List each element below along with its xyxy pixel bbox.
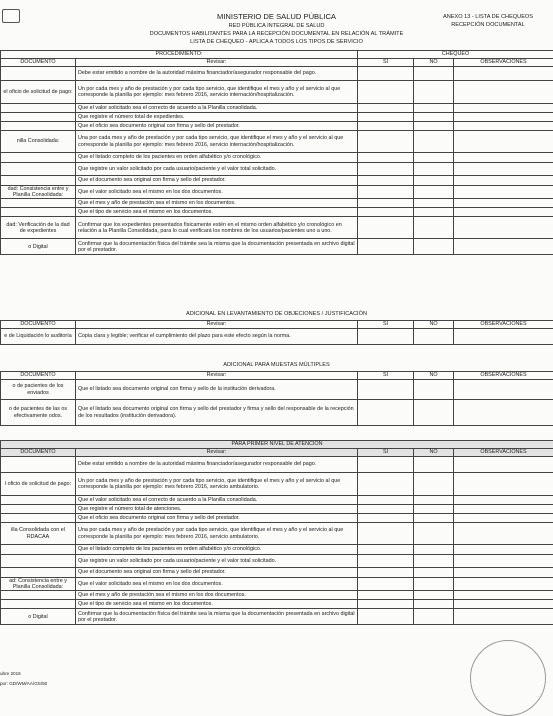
no-cell[interactable] xyxy=(414,131,454,153)
row-document xyxy=(1,122,76,131)
row-check-text: Que el oficio sea documento original con firma y sello del prestador. xyxy=(76,122,358,131)
row-document xyxy=(1,545,76,555)
table-row xyxy=(1,380,553,400)
table-row xyxy=(1,163,553,176)
checklist-body-first-level xyxy=(1,457,553,625)
row-document xyxy=(1,505,76,514)
no-cell[interactable] xyxy=(414,473,454,496)
row-check-text: Un por cada mes y año de prestación y por cada tipo servicio, que identifique el mes y año y el servicio al que corresponde la planilla por ejemplo: mes febrero 2016, servicio ambulatorio. xyxy=(76,473,358,496)
si-cell[interactable] xyxy=(358,555,414,568)
row-document xyxy=(1,113,76,122)
observaciones-cell[interactable] xyxy=(454,113,553,122)
si-cell[interactable] xyxy=(358,329,414,345)
documento-header: DOCUMENTO xyxy=(1,372,76,380)
si-header: SI xyxy=(358,372,414,380)
row-check-text: Que registre un valor solicitado por cada usuario/paciente y el valor total solicitado. xyxy=(76,163,358,176)
row-document xyxy=(1,496,76,505)
table-row xyxy=(1,208,553,217)
si-cell[interactable] xyxy=(358,81,414,104)
table-row xyxy=(1,473,553,496)
table-row xyxy=(1,609,553,625)
row-document: el oficio de solicitud de pago: xyxy=(1,81,76,104)
row-document xyxy=(1,208,76,217)
row-check-text: Una por cada mes y año de prestación y por cada tipo servicio, que identifique el mes y año y el servicio al que corresponde la planilla por ejemplo: mes febrero 2016, servicio internación/hospitalización. xyxy=(76,131,358,153)
observaciones-cell[interactable] xyxy=(454,239,553,255)
observaciones-cell[interactable] xyxy=(454,163,553,176)
revisar-header: Revisar: xyxy=(76,372,358,380)
observaciones-cell[interactable] xyxy=(454,208,553,217)
observaciones-header: OBSERVACIONES xyxy=(454,59,553,67)
row-check-text: Que registre un valor solicitado por cada usuario/paciente y el valor total solicitado. xyxy=(76,555,358,568)
no-cell[interactable] xyxy=(414,545,454,555)
no-cell[interactable] xyxy=(414,505,454,514)
revisar-header: Revisar: xyxy=(76,59,358,67)
row-check-text: Que registre el número total de expedientes. xyxy=(76,113,358,122)
observaciones-cell[interactable] xyxy=(454,555,553,568)
si-cell[interactable] xyxy=(358,104,414,113)
no-cell[interactable] xyxy=(414,523,454,545)
no-cell[interactable] xyxy=(414,600,454,609)
row-document xyxy=(1,457,76,473)
table-row xyxy=(1,555,553,568)
no-header: NO xyxy=(414,449,454,457)
row-document: ad: Consistencia entre y Planilla Consolidada: xyxy=(1,578,76,591)
si-cell[interactable] xyxy=(358,153,414,163)
row-check-text: Que el listado sea documento original con firma y sello de la institución derivadora. xyxy=(76,380,358,400)
row-document xyxy=(1,591,76,600)
row-check-text: Un por cada mes y año de prestación y por cada tipo servicio, que identifique el mes y año y el servicio al que corresponde la planilla por ejemplo: mes febrero 2016, servicio internación/hospitalización. xyxy=(76,81,358,104)
no-header: NO xyxy=(414,321,454,329)
table-row xyxy=(1,568,553,578)
row-check-text: Confirmar que los expedientes presentados físicamente estén en el mismo orden alfabético y/o cronológico en relación a la Planilla Consolidada, para lo cual verificará los nombres de los usuarios/pacientes uno a uno. xyxy=(76,217,358,239)
no-cell[interactable] xyxy=(414,591,454,600)
row-document: o Digital xyxy=(1,609,76,625)
no-cell[interactable] xyxy=(414,122,454,131)
observaciones-cell[interactable] xyxy=(454,473,553,496)
observaciones-cell[interactable] xyxy=(454,176,553,186)
official-stamp-icon xyxy=(470,640,546,716)
subtitle-network: RED PÚBLICA INTEGRAL DE SALUD xyxy=(0,24,553,30)
section-title-first-level: PARA PRIMER NIVEL DE ATENCIÓN xyxy=(1,441,553,449)
observaciones-cell[interactable] xyxy=(454,122,553,131)
si-cell[interactable] xyxy=(358,217,414,239)
row-document: nilla Consolidada: xyxy=(1,131,76,153)
table-row xyxy=(1,199,553,208)
no-cell[interactable] xyxy=(414,609,454,625)
row-check-text: Debe estar emitido a nombre de la autoridad máxima financiador/asegurador responsable del pago. xyxy=(76,457,358,473)
row-check-text: Una por cada mes y año de prestación y por cada tipo servicio, que identifique el mes y año y el servicio al que corresponde la planilla por ejemplo: mes febrero 2016, servicio ambulatorio. xyxy=(76,523,358,545)
section-title-multiple-samples: ADICIONAL PARA MUESTAS MÚLTIPLES xyxy=(0,362,553,368)
si-cell[interactable] xyxy=(358,199,414,208)
table-row xyxy=(1,217,553,239)
table-row xyxy=(1,239,553,255)
table-row xyxy=(1,186,553,199)
observaciones-cell[interactable] xyxy=(454,329,553,345)
table-row xyxy=(1,523,553,545)
row-check-text: Que el valor solicitado sea el mismo en los dos documentos. xyxy=(76,186,358,199)
si-cell[interactable] xyxy=(358,600,414,609)
table-row xyxy=(1,457,553,473)
table-row xyxy=(1,104,553,113)
row-document: e de Liquidación lo auditoría xyxy=(1,329,76,345)
no-cell[interactable] xyxy=(414,163,454,176)
observaciones-cell[interactable] xyxy=(454,67,553,81)
row-document: illa Consolidada con el RDACAA xyxy=(1,523,76,545)
row-check-text: Que el valor solicitado sea el mismo en los dos documentos. xyxy=(76,578,358,591)
no-cell[interactable] xyxy=(414,153,454,163)
si-cell[interactable] xyxy=(358,176,414,186)
table-row xyxy=(1,329,553,345)
no-cell[interactable] xyxy=(414,568,454,578)
row-document: l oficio de solicitud de pago: xyxy=(1,473,76,496)
row-document: dad: Consistencia entre y Planilla Consolidada: xyxy=(1,186,76,199)
row-document xyxy=(1,555,76,568)
no-cell[interactable] xyxy=(414,217,454,239)
observaciones-cell[interactable] xyxy=(454,199,553,208)
observaciones-cell[interactable] xyxy=(454,131,553,153)
no-cell[interactable] xyxy=(414,67,454,81)
no-header: NO xyxy=(414,59,454,67)
si-cell[interactable] xyxy=(358,113,414,122)
annex-subject: RECEPCIÓN DOCUMENTAL xyxy=(424,21,552,29)
observaciones-cell[interactable] xyxy=(454,217,553,239)
si-cell[interactable] xyxy=(358,578,414,591)
row-check-text: Que registre el número total de atenciones. xyxy=(76,505,358,514)
row-check-text: Que el tipo de servicio sea el mismo en los documentos. xyxy=(76,600,358,609)
table-row xyxy=(1,67,553,81)
annex-label xyxy=(424,13,552,29)
observaciones-cell[interactable] xyxy=(454,545,553,555)
documento-header: DOCUMENTO xyxy=(1,59,76,67)
no-cell[interactable] xyxy=(414,329,454,345)
row-document xyxy=(1,163,76,176)
documento-header: DOCUMENTO xyxy=(1,321,76,329)
footer-code: por: GD/WM/AA/GS/50 xyxy=(0,681,47,686)
table-row xyxy=(1,545,553,555)
row-check-text: Que el mes y año de prestación sea el mismo en los dos documentos. xyxy=(76,591,358,600)
checklist-table-first-level xyxy=(0,440,553,625)
procedimiento-header: PROCEDIMIENTO: xyxy=(1,51,358,59)
row-check-text: Confirmar que la documentación física del trámite sea la misma que la documentación presentada en archivo digital por el prestador. xyxy=(76,239,358,255)
no-cell[interactable] xyxy=(414,176,454,186)
si-cell[interactable] xyxy=(358,380,414,400)
row-document xyxy=(1,600,76,609)
no-cell[interactable] xyxy=(414,113,454,122)
no-cell[interactable] xyxy=(414,81,454,104)
documento-header: DOCUMENTO xyxy=(1,449,76,457)
si-cell[interactable] xyxy=(358,609,414,625)
row-check-text: Que el listado sea documento original con firma y sello del prestador y firma y sello del responsable de la recepción de los resultados (institución derivadora). xyxy=(76,400,358,426)
si-cell[interactable] xyxy=(358,568,414,578)
observaciones-cell[interactable] xyxy=(454,600,553,609)
observaciones-cell[interactable] xyxy=(454,400,553,426)
si-cell[interactable] xyxy=(358,523,414,545)
no-cell[interactable] xyxy=(414,496,454,505)
no-cell[interactable] xyxy=(414,400,454,426)
table-row xyxy=(1,600,553,609)
row-document: dad: Verificación de la dad de expedientes xyxy=(1,217,76,239)
no-cell[interactable] xyxy=(414,199,454,208)
row-document xyxy=(1,67,76,81)
table-row xyxy=(1,131,553,153)
row-check-text: Que el mes y año de prestación sea el mismo en los documentos. xyxy=(76,199,358,208)
table-row xyxy=(1,496,553,505)
row-check-text: Que el valor solicitado sea el correcto de acuerdo a la Planilla consolidada. xyxy=(76,104,358,113)
chequeo-header: CHEQUEO xyxy=(358,51,553,59)
table-row xyxy=(1,122,553,131)
row-document xyxy=(1,104,76,113)
checklist-table-main xyxy=(0,50,553,255)
observaciones-cell[interactable] xyxy=(454,380,553,400)
revisar-header: Revisar: xyxy=(76,449,358,457)
observaciones-cell[interactable] xyxy=(454,186,553,199)
no-cell[interactable] xyxy=(414,380,454,400)
row-check-text: Que el oficio sea documento original con firma y sello del prestador. xyxy=(76,514,358,523)
observaciones-cell[interactable] xyxy=(454,153,553,163)
no-cell[interactable] xyxy=(414,578,454,591)
table-row xyxy=(1,113,553,122)
si-header: SI xyxy=(358,321,414,329)
si-header: SI xyxy=(358,59,414,67)
si-cell[interactable] xyxy=(358,131,414,153)
table-row xyxy=(1,591,553,600)
no-cell[interactable] xyxy=(414,555,454,568)
si-cell[interactable] xyxy=(358,186,414,199)
observaciones-cell[interactable] xyxy=(454,609,553,625)
row-document xyxy=(1,199,76,208)
no-cell[interactable] xyxy=(414,239,454,255)
annex-number: ANEXO 13 - LISTA DE CHEQUEOS xyxy=(424,13,552,21)
no-cell[interactable] xyxy=(414,104,454,113)
observaciones-cell[interactable] xyxy=(454,505,553,514)
observaciones-cell[interactable] xyxy=(454,578,553,591)
row-document xyxy=(1,153,76,163)
row-document: o de pacientes de los enviados xyxy=(1,380,76,400)
si-cell[interactable] xyxy=(358,591,414,600)
subtitle-checklist: LISTA DE CHEQUEO - APLICA A TODOS LOS TIPOS DE SERVICIO xyxy=(0,40,553,46)
no-header: NO xyxy=(414,372,454,380)
observaciones-cell[interactable] xyxy=(454,496,553,505)
row-check-text: Que el tipo de servicio sea el mismo en los documentos. xyxy=(76,208,358,217)
si-cell[interactable] xyxy=(358,122,414,131)
no-cell[interactable] xyxy=(414,457,454,473)
no-cell[interactable] xyxy=(414,514,454,523)
si-cell[interactable] xyxy=(358,163,414,176)
table-row xyxy=(1,176,553,186)
si-cell[interactable] xyxy=(358,457,414,473)
row-document xyxy=(1,568,76,578)
table-row xyxy=(1,400,553,426)
row-check-text: Que el documento sea original con firma y sello del prestador. xyxy=(76,568,358,578)
observaciones-cell[interactable] xyxy=(454,568,553,578)
observaciones-cell[interactable] xyxy=(454,591,553,600)
checklist-body-multiple-samples xyxy=(1,380,553,426)
row-check-text: Que el documento sea original con firma y sello del prestador. xyxy=(76,176,358,186)
row-check-text: Copia clara y legible; verificar el cumplimiento del plazo para este efecto según la norma. xyxy=(76,329,358,345)
no-cell[interactable] xyxy=(414,186,454,199)
row-document xyxy=(1,176,76,186)
si-cell[interactable] xyxy=(358,400,414,426)
si-cell[interactable] xyxy=(358,208,414,217)
no-cell[interactable] xyxy=(414,208,454,217)
subtitle-documents: DOCUMENTOS HABILITANTES PARA LA RECEPCIÓN DOCUMENTAL EN RELACIÓN AL TRÁMITE xyxy=(0,32,553,38)
table-row xyxy=(1,153,553,163)
row-document xyxy=(1,514,76,523)
observaciones-cell[interactable] xyxy=(454,104,553,113)
si-cell[interactable] xyxy=(358,545,414,555)
row-check-text: Que el listado completo de los pacientes en orden alfabético y/o cronológico. xyxy=(76,545,358,555)
observaciones-cell[interactable] xyxy=(454,514,553,523)
checklist-table-objections xyxy=(0,320,553,345)
page-title: MINISTERIO DE SALUD PÚBLICA xyxy=(0,13,553,21)
observaciones-cell[interactable] xyxy=(454,523,553,545)
revisar-header: Revisar: xyxy=(76,321,358,329)
row-document: o de pacientes de las os efectivamente odos. xyxy=(1,400,76,426)
checklist-body-main xyxy=(1,67,553,255)
row-check-text: Que el listado completo de los pacientes en orden alfabético y/o cronológico. xyxy=(76,153,358,163)
table-row xyxy=(1,514,553,523)
si-cell[interactable] xyxy=(358,505,414,514)
observaciones-cell[interactable] xyxy=(454,81,553,104)
si-cell[interactable] xyxy=(358,514,414,523)
si-header: SI xyxy=(358,449,414,457)
observaciones-header: OBSERVACIONES xyxy=(454,372,553,380)
footer-date: ubre 2016 xyxy=(0,671,21,676)
table-row xyxy=(1,505,553,514)
row-check-text: Debe estar emitido a nombre de la autoridad máxima financiador/asegurador responsable del pago. xyxy=(76,67,358,81)
section-title-objections: ADICIONAL EN LEVANTAMIENTO DE OBJECIONES / JUSTIFICACIÓN xyxy=(0,311,553,317)
observaciones-cell[interactable] xyxy=(454,457,553,473)
table-row xyxy=(1,578,553,591)
observaciones-header: OBSERVACIONES xyxy=(454,321,553,329)
row-document: o Digital xyxy=(1,239,76,255)
checklist-table-multiple-samples xyxy=(0,371,553,426)
si-cell[interactable] xyxy=(358,67,414,81)
observaciones-header: OBSERVACIONES xyxy=(454,449,553,457)
table-row xyxy=(1,81,553,104)
si-cell[interactable] xyxy=(358,496,414,505)
row-check-text: Confirmar que la documentación física del trámite sea la misma que la documentación presentada en archivo digital por el prestador. xyxy=(76,609,358,625)
si-cell[interactable] xyxy=(358,239,414,255)
si-cell[interactable] xyxy=(358,473,414,496)
row-check-text: Que el valor solicitado sea el correcto de acuerdo a la Planilla consolidada. xyxy=(76,496,358,505)
